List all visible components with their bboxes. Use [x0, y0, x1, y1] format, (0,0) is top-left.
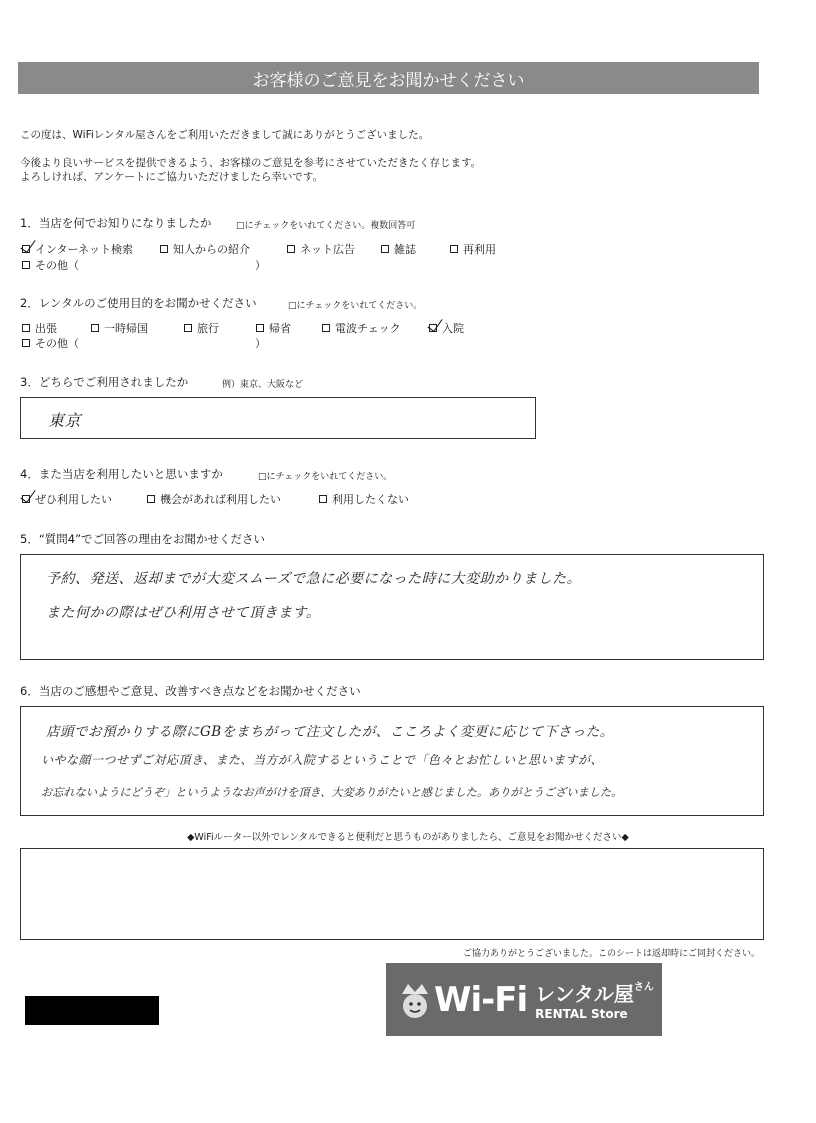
q1-other-close: ） [255, 259, 266, 272]
footer-note: ご協力ありがとうございました。このシートは返却時にご同封ください。 [463, 949, 761, 959]
q2-note: □にチェックをいれてください。 [288, 301, 423, 311]
q6-answer-line-3: お忘れないようにどうぞ」というようなお声がけを頂き、大変ありがたいと感じました。ありがとうございました。 [41, 786, 623, 799]
logo-name-block [535, 978, 654, 1021]
crown-mascot-icon [398, 980, 432, 1020]
intro-line-2: 今後より良いサービスを提供できるよう、お客様のご意見を参考にさせていただきたく存じます。 [20, 157, 482, 169]
q2-option-travel[interactable]: 旅行 [184, 320, 219, 336]
q1-label: 1．当店を何でお知りになりましたか [20, 216, 212, 230]
q3-answer: 東京 [48, 411, 82, 430]
intro-line-1: この度は、WiFiレンタル屋さんをご利用いただきまして誠にありがとうございました。 [20, 129, 430, 141]
checkbox[interactable] [91, 324, 99, 332]
q1-option-other[interactable]: その他（ [22, 257, 79, 273]
q2-option-signal-check[interactable]: 電波チェック [322, 320, 401, 336]
checkbox-checked[interactable] [22, 245, 30, 253]
checkbox[interactable] [160, 245, 168, 253]
extra-answer-box[interactable] [20, 848, 764, 940]
intro-line-3: よろしければ、アンケートにご協力いただけましたら幸いです。 [20, 171, 324, 183]
q6-answer-box[interactable] [20, 706, 764, 816]
q2-label: 2．レンタルのご使用目的をお聞かせください [20, 296, 257, 310]
q4-option-definitely[interactable]: ぜひ利用したい [22, 491, 112, 507]
q4-option-no[interactable]: 利用したくない [319, 491, 409, 507]
q4-note: □にチェックをいれてください。 [258, 472, 393, 482]
q2-option-hospital[interactable]: 入院 [429, 320, 464, 336]
q6-answer-line-2: いやな顔一つせずご対応頂き、また、当方が入院するということで「色々とお忙しいと思いますが、 [41, 753, 604, 767]
logo-name-jp: レンタル屋$^{さん}$ [535, 982, 654, 1006]
q5-answer-line-1: 予約、発送、返却までが大変スムーズで急に必要になった時に大変助かりました。 [46, 571, 582, 587]
q4-label: 4．また当店を利用したいと思いますか [20, 467, 223, 481]
q6-answer-line-1: 店頭でお預かりする際にGBをまちがって注文したが、こころよく変更に応じて下さった。 [46, 724, 614, 740]
checkbox[interactable] [450, 245, 458, 253]
q1-option-referral[interactable]: 知人からの紹介 [160, 241, 250, 257]
q2-option-return-home[interactable]: 一時帰国 [91, 320, 148, 336]
checkbox[interactable] [256, 324, 264, 332]
checkbox[interactable] [22, 339, 30, 347]
checkbox[interactable] [322, 324, 330, 332]
q2-option-business[interactable]: 出張 [22, 320, 57, 336]
q5-answer-box[interactable] [20, 554, 764, 660]
q1-option-net-ad[interactable]: ネット広告 [287, 241, 355, 257]
q2-option-visit-home[interactable]: 帰省 [256, 320, 291, 336]
q1-note: □にチェックをいれてください。複数回答可 [236, 221, 416, 231]
q5-label: 5．“質問4”でご回答の理由をお聞かせください [20, 532, 266, 546]
q3-note: 例）東京、大阪など [222, 380, 304, 390]
q3-label: 3．どちらでご利用されましたか [20, 375, 189, 389]
checkbox[interactable] [287, 245, 295, 253]
q1-option-internet[interactable]: インターネット検索 [22, 241, 133, 257]
checkbox[interactable] [381, 245, 389, 253]
q2-option-other[interactable]: その他（ [22, 335, 79, 351]
logo-wifi-text: Wi-Fi [434, 979, 528, 1020]
checkbox[interactable] [22, 261, 30, 269]
q5-answer-line-2: また何かの際はぜひ利用させて頂きます。 [46, 605, 321, 621]
extra-label: ◆WiFiルーター以外でレンタルできると便利だと思うものがありましたら、ご意見をお聞かせください◆ [187, 832, 629, 843]
checkbox[interactable] [319, 495, 327, 503]
q3-answer-box[interactable] [20, 397, 536, 439]
q4-option-if-chance[interactable]: 機会があれば利用したい [147, 491, 281, 507]
q6-label: 6．当店のご感想やご意見、改善すべき点などをお聞かせください [20, 684, 361, 698]
checkbox-checked[interactable] [22, 495, 30, 503]
wifi-rental-logo [386, 963, 662, 1036]
checkbox-checked[interactable] [429, 324, 437, 332]
checkbox[interactable] [22, 324, 30, 332]
checkbox[interactable] [184, 324, 192, 332]
q2-other-close: ） [255, 337, 266, 350]
checkbox[interactable] [147, 495, 155, 503]
redaction-block [25, 996, 159, 1025]
logo-name-en: RENTAL Store [535, 1007, 628, 1021]
survey-title: お客様のご意見をお聞かせください [18, 62, 759, 94]
q1-option-reuse[interactable]: 再利用 [450, 241, 496, 257]
q1-option-magazine[interactable]: 雑誌 [381, 241, 416, 257]
